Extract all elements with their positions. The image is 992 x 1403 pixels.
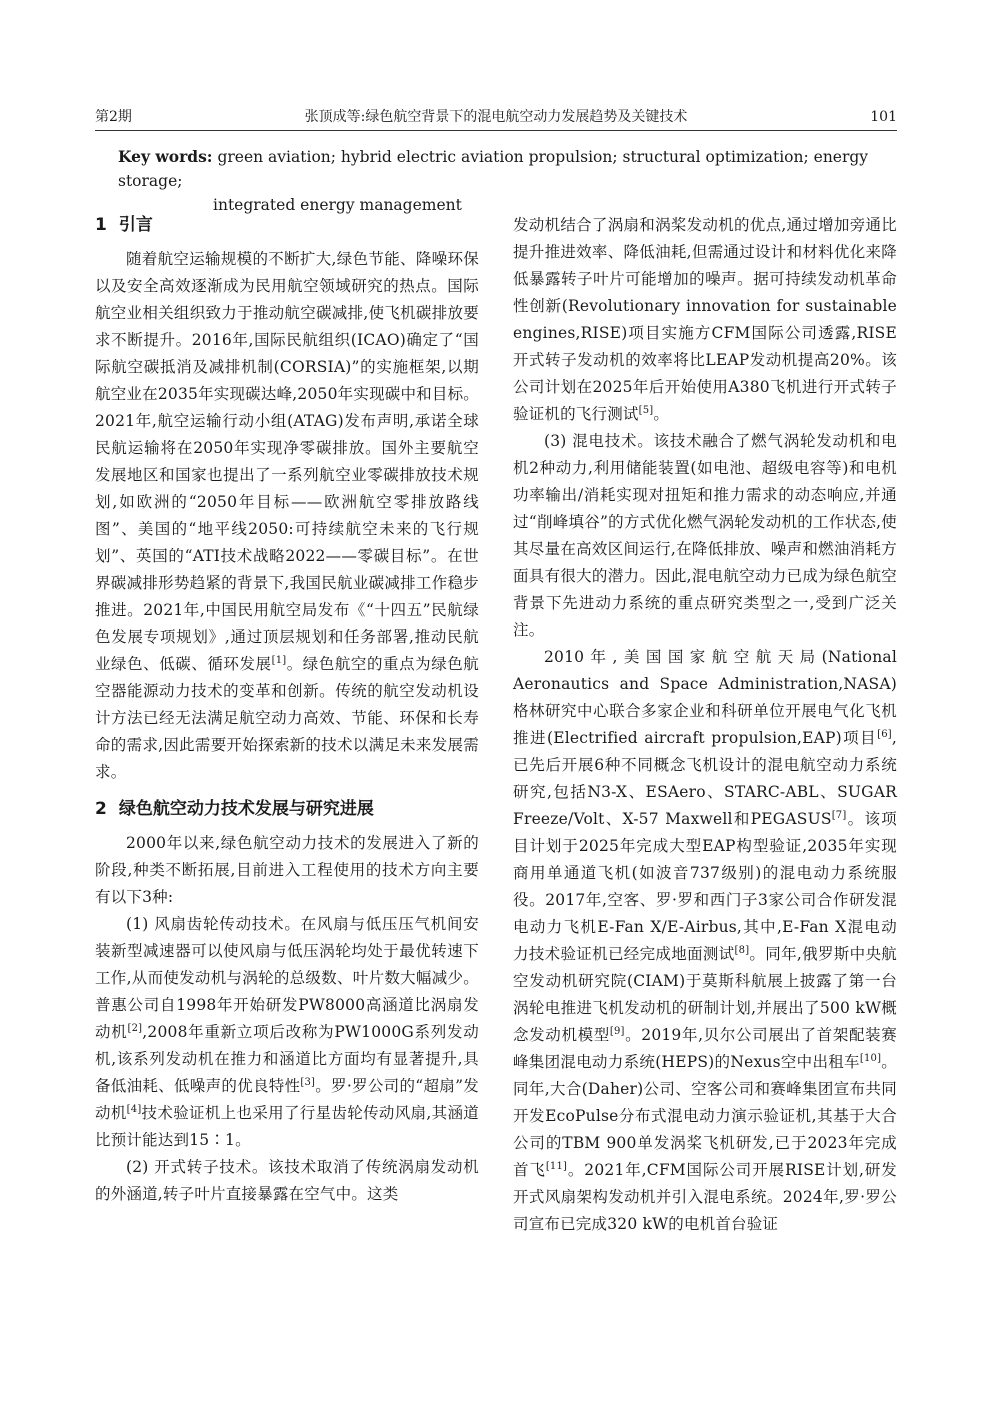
item-2-text-c: 。 [653, 405, 670, 423]
nasa-paragraph [513, 644, 897, 1238]
citation-2: [2] [127, 1023, 143, 1034]
p4-text-f: 。同年,大合(Daher)公司、空客公司和赛峰集团宣布共同开发EcoPulse分布式混电动力演示验证机,其基于大合公司的TBM 900单发涡桨飞机研发,已于2023年完成首飞 [513, 1053, 897, 1179]
p4-text-g: 。2021年,CFM国际公司开展RISE计划,研发开式风扇架构发动机并引入混电系统。2024年,罗·罗公司宣布已完成320 kW的电机首台验证 [513, 1161, 898, 1233]
citation-10: [10] [859, 1053, 882, 1064]
item-2-text-b: 发动机结合了涡扇和涡桨发动机的优点,通过增加旁通比提升推进效率、降低油耗,但需通过设计和材料优化来降低暴露转子叶片可能增加的噪声。据可持续发动机革命性创新(Revolutionary innovation for sustainable engines,RISE)项目实施方CFM国际公司透露,RISE开式转子发动机的效率将比LEAP发动机提高20%。该公司计划在2025年后开始使用A380飞机进行开式转子验证机的飞行测试 [513, 216, 897, 423]
citation-6: [6] [877, 729, 892, 740]
item-1-paragraph [95, 911, 479, 1154]
p4-text-b: ,已先后开展6种不同概念飞机设计的混电航空动力系统研究,包括N3-X、ESAero、STARC-ABL、SUGAR Freeze/Volt、X-57 Maxwell和PEGASUS [513, 729, 897, 828]
page-number: 101 [870, 109, 897, 125]
citation-4: [4] [126, 1104, 142, 1115]
item-3-paragraph: (3) 混电技术。该技术融合了燃气涡轮发动机和电机2种动力,利用储能装置(如电池、超级电容等)和电机功率输出/消耗实现对扭矩和推力需求的动态响应,并通过“削峰填谷”的方式优化燃气涡轮发动机的工作状态,使其尽量在高效区间运行,在降低排放、噪声和燃油消耗方面具有很大的潜力。因此,混电航空动力已成为绿色航空背景下先进动力系统的重点研究类型之一,受到广泛关注。 [513, 432, 897, 639]
header-rule [95, 130, 897, 131]
section-2-intro: 2000年以来,绿色航空动力技术的发展进入了新的阶段,种类不断拓展,目前进入工程使用的技术方向主要有以下3种: [95, 834, 479, 906]
p4-text-c: 。该项目计划于2025年完成大型EAP构型验证,2035年实现商用单通道飞机(如波音737级别)的混电动力系统服役。2017年,空客、罗·罗和西门子3家公司合作研发混电动力飞机E-Fan X/E-Airbus,其中,E-Fan X混电动力技术验证机已经完成地面测试 [513, 810, 897, 963]
right-column [513, 212, 897, 1238]
section-2-number: 2 [95, 799, 107, 819]
intro-text: 随着航空运输规模的不断扩大,绿色节能、降噪环保以及安全高效逐渐成为民用航空领域研究的热点。国际航空业相关组织致力于推动航空碳减排,使飞机碳排放要求不断提升。2016年,国际民航组织(ICAO)确定了“国际航空碳抵消及减排机制(CORSIA)”的实施框架,以期航空业在2035年实现碳达峰,2050年实现碳中和目标。2021年,航空运输行动小组(ATAG)发布声明,承诺全球民航运输将在2050年实现净零碳排放。国外主要航空发展地区和国家也提出了一系列航空业零碳排放技术规划,如欧洲的“2050年目标——欧洲航空零排放路线图”、美国的“地平线2050:可持续航空未来的飞行规划”、英国的“ATI技术战略2022——零碳目标”。在世界碳减排形势趋紧的背景下,我国民航业碳减排工作稳步推进。2021年,中国民用航空局发布《“十四五”民航绿色发展专项规划》,通过顶层规划和任务部署,推动民航业绿色、低碳、循环发展 [95, 250, 479, 673]
section-1-number: 1 [95, 215, 107, 235]
running-title: 张顶成等:绿色航空背景下的混电航空动力发展趋势及关键技术 [304, 109, 688, 125]
citation-1: [1] [271, 655, 287, 666]
issue-number: 第2期 [95, 109, 132, 125]
intro-text-tail: 。绿色航空的重点为绿色航空器能源动力技术的变革和创新。传统的航空发动机设计方法已经无法满足航空动力高效、节能、环保和长寿命的需求,因此需要开始探索新的技术以满足未来发展需求。 [95, 655, 479, 781]
left-column [95, 212, 479, 1208]
citation-5: [5] [638, 405, 654, 416]
p4-text-e: 。2019年,贝尔公司展出了首架配装赛峰集团混电动力系统(HEPS)的Nexus空中出租车 [513, 1026, 897, 1071]
item-1-text-d: 技术验证机上也采用了行星齿轮传动风扇,其涵道比预计能达到15∶1。 [95, 1104, 479, 1149]
p4-text-a: 2010年,美国国家航空航天局(National Aeronautics and Space Administration,NASA)格林研究中心联合多家企业和科研单位开展电气化飞机推进(Electrified aircraft propulsion,EAP)项目 [513, 648, 897, 747]
keywords-block [118, 145, 878, 217]
item-1-text-b: ,2008年重新立项后改称为PW1000G系列发动机,该系列发动机在推力和涵道比方面均有显著提升,具备低油耗、低噪声的优良特性 [95, 1023, 479, 1095]
keywords-line2: integrated energy management [213, 196, 462, 214]
citation-11: [11] [545, 1161, 568, 1172]
intro-paragraph [95, 246, 479, 786]
item-1-text-a: (1) 风扇齿轮传动技术。在风扇与低压压气机间安装新型减速器可以使风扇与低压涡轮均处于最优转速下工作,从而使发动机与涡轮的总级数、叶片数大幅减少。普惠公司自1998年开始研发PW8000高涵道比涡扇发动机 [95, 915, 479, 1041]
section-1-title: 引言 [118, 215, 153, 235]
keywords-line1 [118, 145, 878, 193]
keywords-label: Key words: [118, 147, 213, 166]
section-2-title: 绿色航空动力技术发展与研究进展 [118, 799, 374, 819]
running-header [95, 107, 897, 129]
item-2-paragraph-start: (2) 开式转子技术。该技术取消了传统涡扇发动机的外涵道,转子叶片直接暴露在空气中。这类 [95, 1158, 479, 1203]
section-2-heading [95, 796, 479, 822]
citation-7: [7] [831, 810, 847, 821]
section-1-heading [95, 212, 479, 238]
citation-9: [9] [609, 1026, 625, 1037]
item-2-paragraph-cont [513, 212, 897, 428]
keywords-text1: green aviation; hybrid electric aviation propulsion; structural optimization; energy storage; [118, 148, 869, 190]
citation-8: [8] [734, 945, 750, 956]
citation-3: [3] [300, 1077, 316, 1088]
item-1-text-c: 。罗·罗公司的“超扇”发动机 [95, 1077, 479, 1122]
p4-text-d: 。同年,俄罗斯中央航空发动机研究院(CIAM)于莫斯科航展上披露了第一台涡轮电推进飞机发动机的研制计划,并展出了500 kW概念发动机模型 [513, 945, 897, 1044]
